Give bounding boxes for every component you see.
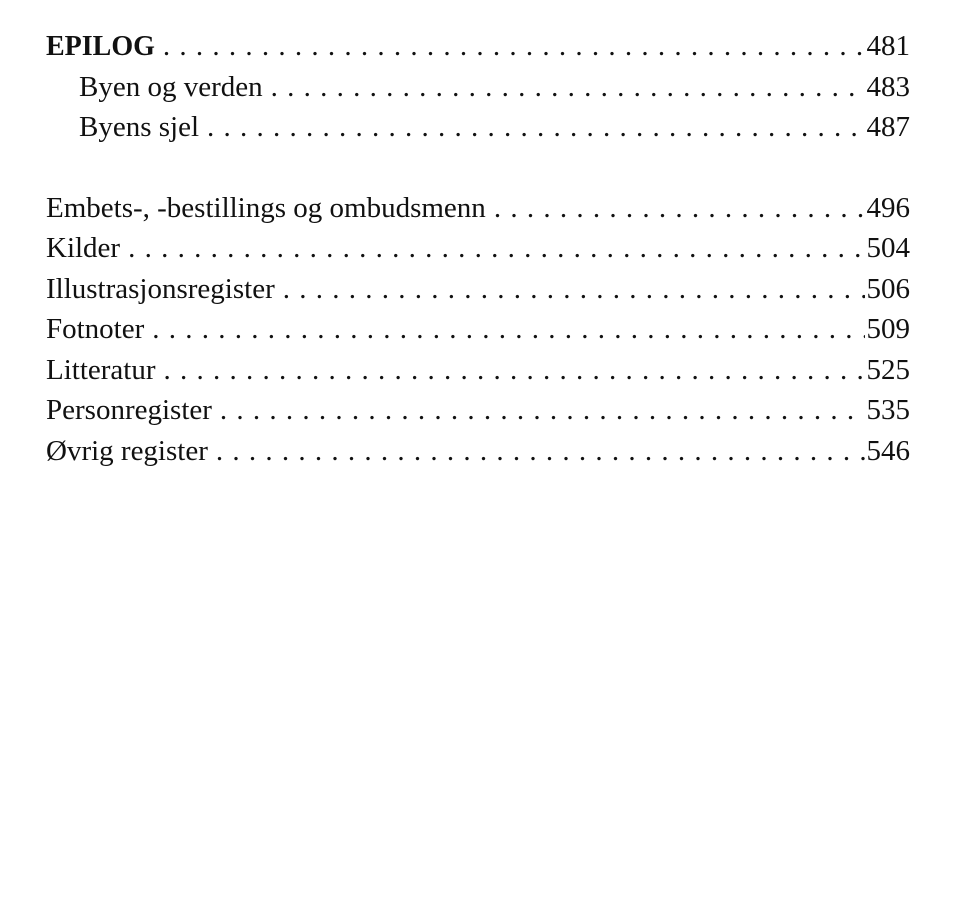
- toc-entry-fotnoter: [46, 309, 910, 350]
- toc-dot-leader: [128, 228, 864, 269]
- toc-dot-leader: [220, 390, 865, 431]
- toc-entry-title: Illustrasjonsregister: [46, 272, 275, 305]
- toc-page-number: 525: [866, 353, 910, 386]
- toc-entry-title: Fotnoter: [46, 313, 145, 345]
- toc-entry-ovrig-register: [46, 431, 910, 472]
- toc-dot-leader: [152, 309, 864, 350]
- toc-dot-leader: [207, 107, 864, 148]
- toc-entry-title: Byens sjel: [79, 111, 200, 143]
- toc-entry-illustrasjonsregister: [46, 269, 910, 310]
- toc-dot-leader: [216, 431, 865, 472]
- toc-page-number: 483: [866, 70, 910, 103]
- toc-page-number: 487: [866, 111, 910, 143]
- toc-entry-kilder: [46, 228, 910, 269]
- toc-entry-title: Embets-, -bestillings og ombudsmenn: [46, 191, 486, 224]
- toc-entry-title: Øvrig register: [46, 434, 208, 467]
- toc-entry-title: Byen og verden: [79, 70, 263, 103]
- toc-page-number: 535: [866, 394, 910, 426]
- toc-entry-title: Litteratur: [46, 353, 156, 386]
- toc-page-number: 546: [866, 434, 910, 467]
- toc-page-number: 506: [866, 272, 910, 305]
- toc-page-number: 481: [866, 30, 910, 62]
- toc-entry-title: Kilder: [46, 232, 121, 264]
- table-of-contents: [46, 26, 910, 471]
- toc-dot-leader: [283, 269, 865, 310]
- toc-dot-leader: [494, 188, 865, 229]
- toc-entry-personregister: [46, 390, 910, 431]
- toc-section-epilog: [46, 26, 910, 67]
- toc-entry-litteratur: [46, 350, 910, 391]
- toc-page-number: 496: [866, 191, 910, 224]
- toc-dot-leader: [164, 350, 865, 391]
- toc-dot-leader: [271, 67, 865, 108]
- toc-page-number: 509: [866, 313, 910, 345]
- toc-entry-byen-og-verden: [46, 67, 910, 108]
- toc-entry-title: Personregister: [46, 394, 212, 426]
- toc-dot-leader: [163, 26, 865, 67]
- toc-section-title: EPILOG: [46, 31, 155, 62]
- toc-entry-byens-sjel: [46, 107, 910, 148]
- toc-page-number: 504: [866, 232, 910, 264]
- toc-entry-embetsmenn: [46, 188, 910, 229]
